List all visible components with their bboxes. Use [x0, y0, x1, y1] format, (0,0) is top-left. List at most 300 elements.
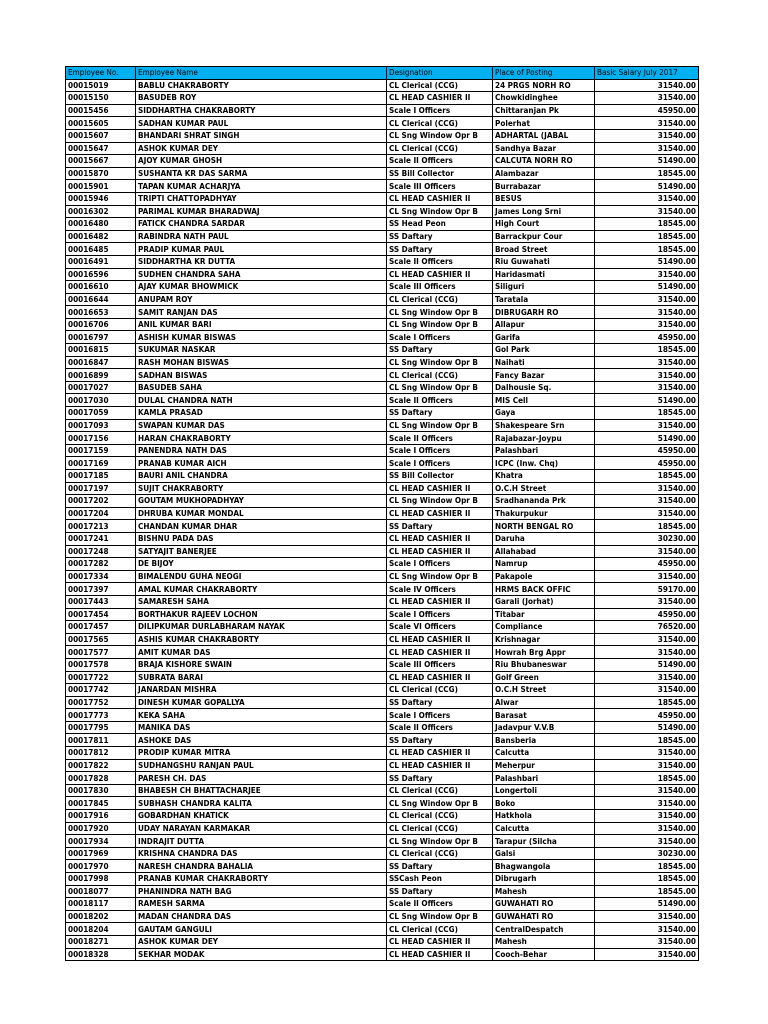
table-row [66, 255, 699, 268]
basic-salary-cell: 31540.00 [595, 646, 699, 659]
designation-cell: SS Head Peon [387, 218, 493, 231]
designation-cell: Scale II Officers [387, 394, 493, 407]
table-row [66, 79, 699, 92]
header-employee-no: Employee No. [66, 67, 136, 80]
designation-cell: CL Sng Window Opr B [387, 797, 493, 810]
table-row [66, 432, 699, 445]
employee-name-cell: DE BIJOY [136, 558, 387, 571]
table-row [66, 633, 699, 646]
table-row [66, 142, 699, 155]
employee-name-cell: SUKUMAR NASKAR [136, 344, 387, 357]
designation-cell: CL Sng Window Opr B [387, 205, 493, 218]
basic-salary-cell: 31540.00 [595, 595, 699, 608]
employee-name-cell: BHANDARI SHRAT SINGH [136, 129, 387, 142]
employee-no-cell: 00015870 [66, 167, 136, 180]
basic-salary-cell: 45950.00 [595, 558, 699, 571]
designation-cell: CL Sng Window Opr B [387, 910, 493, 923]
basic-salary-cell: 31540.00 [595, 507, 699, 520]
employee-name-cell: RABINDRA NATH PAUL [136, 230, 387, 243]
table-row [66, 709, 699, 722]
employee-no-cell: 00017970 [66, 860, 136, 873]
place-of-posting-cell: GUWAHATI RO [493, 910, 595, 923]
place-of-posting-cell: Krishnagar [493, 633, 595, 646]
employee-no-cell: 00017334 [66, 570, 136, 583]
basic-salary-cell: 45950.00 [595, 608, 699, 621]
basic-salary-cell: 31540.00 [595, 784, 699, 797]
place-of-posting-cell: Polerhat [493, 117, 595, 130]
employee-name-cell: ASHOK KUMAR DEY [136, 142, 387, 155]
employee-name-cell: SUBRATA BARAI [136, 671, 387, 684]
designation-cell: CL Clerical (CCG) [387, 117, 493, 130]
basic-salary-cell: 18545.00 [595, 860, 699, 873]
basic-salary-cell: 30230.00 [595, 847, 699, 860]
designation-cell: CL Clerical (CCG) [387, 369, 493, 382]
basic-salary-cell: 31540.00 [595, 835, 699, 848]
place-of-posting-cell: High Court [493, 218, 595, 231]
employee-no-cell: 00015150 [66, 92, 136, 105]
designation-cell: CL HEAD CASHIER II [387, 92, 493, 105]
employee-no-cell: 00018202 [66, 910, 136, 923]
designation-cell: Scale I Officers [387, 608, 493, 621]
place-of-posting-cell: Sradhananda Prk [493, 495, 595, 508]
designation-cell: CL Sng Window Opr B [387, 318, 493, 331]
employee-name-cell: BISHNU PADA DAS [136, 532, 387, 545]
table-row [66, 810, 699, 823]
designation-cell: SS Daftary [387, 696, 493, 709]
place-of-posting-cell: MIS Cell [493, 394, 595, 407]
place-of-posting-cell: Golf Green [493, 671, 595, 684]
table-row [66, 772, 699, 785]
employee-name-cell: PHANINDRA NATH BAG [136, 885, 387, 898]
place-of-posting-cell: HRMS BACK OFFIC [493, 583, 595, 596]
table-row [66, 873, 699, 886]
basic-salary-cell: 45950.00 [595, 331, 699, 344]
employee-name-cell: BORTHAKUR RAJEEV LOCHON [136, 608, 387, 621]
header-place-of-posting: Place of Posting [493, 67, 595, 80]
employee-no-cell: 00015647 [66, 142, 136, 155]
designation-cell: Scale II Officers [387, 432, 493, 445]
employee-no-cell: 00017773 [66, 709, 136, 722]
designation-cell: CL HEAD CASHIER II [387, 633, 493, 646]
designation-cell: CL Clerical (CCG) [387, 142, 493, 155]
place-of-posting-cell: Naihati [493, 356, 595, 369]
place-of-posting-cell: Calcutta [493, 747, 595, 760]
designation-cell: CL Clerical (CCG) [387, 784, 493, 797]
employee-name-cell: SUDHEN CHANDRA SAHA [136, 268, 387, 281]
designation-cell: CL Sng Window Opr B [387, 835, 493, 848]
place-of-posting-cell: CentralDespatch [493, 923, 595, 936]
place-of-posting-cell: Broad Street [493, 243, 595, 256]
header-basic-salary: Basic Salary July 2017 [595, 67, 699, 80]
basic-salary-cell: 31540.00 [595, 495, 699, 508]
employee-name-cell: BASUDEB ROY [136, 92, 387, 105]
designation-cell: CL Clerical (CCG) [387, 847, 493, 860]
designation-cell: SS Daftary [387, 520, 493, 533]
place-of-posting-cell: BESUS [493, 192, 595, 205]
designation-cell: Scale II Officers [387, 155, 493, 168]
place-of-posting-cell: Gol Park [493, 344, 595, 357]
basic-salary-cell: 51490.00 [595, 180, 699, 193]
place-of-posting-cell: Riu Bhubaneswar [493, 658, 595, 671]
table-row [66, 948, 699, 961]
table-row [66, 444, 699, 457]
designation-cell: SS Daftary [387, 734, 493, 747]
basic-salary-cell: 31540.00 [595, 759, 699, 772]
place-of-posting-cell: GUWAHATI RO [493, 898, 595, 911]
employee-name-cell: GAUTAM GANGULI [136, 923, 387, 936]
designation-cell: CL HEAD CASHIER II [387, 671, 493, 684]
employee-name-cell: RASH MOHAN BISWAS [136, 356, 387, 369]
table-row [66, 230, 699, 243]
employee-name-cell: AJOY KUMAR GHOSH [136, 155, 387, 168]
employee-no-cell: 00017828 [66, 772, 136, 785]
place-of-posting-cell: Palashbari [493, 444, 595, 457]
basic-salary-cell: 30230.00 [595, 532, 699, 545]
basic-salary-cell: 31540.00 [595, 482, 699, 495]
table-row [66, 218, 699, 231]
designation-cell: Scale I Officers [387, 558, 493, 571]
designation-cell: CL Clerical (CCG) [387, 810, 493, 823]
employee-name-cell: SUSHANTA KR DAS SARMA [136, 167, 387, 180]
table-row [66, 545, 699, 558]
employee-name-cell: SIDDHARTHA KR DUTTA [136, 255, 387, 268]
designation-cell: CL HEAD CASHIER II [387, 747, 493, 760]
place-of-posting-cell: Rajabazar-Joypu [493, 432, 595, 445]
table-row [66, 608, 699, 621]
designation-cell: SS Daftary [387, 344, 493, 357]
employee-no-cell: 00017282 [66, 558, 136, 571]
employee-no-cell: 00016485 [66, 243, 136, 256]
designation-cell: CL HEAD CASHIER II [387, 595, 493, 608]
employee-name-cell: KEKA SAHA [136, 709, 387, 722]
employee-name-cell: DILIPKUMAR DURLABHARAM NAYAK [136, 621, 387, 634]
designation-cell: SS Daftary [387, 230, 493, 243]
employee-no-cell: 00016797 [66, 331, 136, 344]
basic-salary-cell: 18545.00 [595, 772, 699, 785]
employee-name-cell: AMAL KUMAR CHAKRABORTY [136, 583, 387, 596]
place-of-posting-cell: O.C.H Street [493, 482, 595, 495]
employee-name-cell: GOBARDHAN KHATICK [136, 810, 387, 823]
basic-salary-cell: 31540.00 [595, 117, 699, 130]
employee-name-cell: ASHIS KUMAR CHAKRABORTY [136, 633, 387, 646]
designation-cell: CL Sng Window Opr B [387, 381, 493, 394]
employee-name-cell: BHABESH CH BHATTACHARJEE [136, 784, 387, 797]
employee-no-cell: 00017185 [66, 470, 136, 483]
table-row [66, 734, 699, 747]
basic-salary-cell: 31540.00 [595, 822, 699, 835]
designation-cell: CL Sng Window Opr B [387, 419, 493, 432]
basic-salary-cell: 51490.00 [595, 155, 699, 168]
employee-name-cell: ASHOKE DAS [136, 734, 387, 747]
table-row [66, 167, 699, 180]
place-of-posting-cell: Howrah Brg Appr [493, 646, 595, 659]
basic-salary-cell: 18545.00 [595, 696, 699, 709]
table-row [66, 318, 699, 331]
employee-no-cell: 00016491 [66, 255, 136, 268]
employee-no-cell: 00017059 [66, 407, 136, 420]
place-of-posting-cell: Titabar [493, 608, 595, 621]
table-row [66, 243, 699, 256]
place-of-posting-cell: Chittaranjan Pk [493, 104, 595, 117]
employee-name-cell: SEKHAR MODAK [136, 948, 387, 961]
designation-cell: CL HEAD CASHIER II [387, 532, 493, 545]
employee-no-cell: 00017812 [66, 747, 136, 760]
employee-no-cell: 00017443 [66, 595, 136, 608]
designation-cell: CL Sng Window Opr B [387, 129, 493, 142]
basic-salary-cell: 45950.00 [595, 457, 699, 470]
basic-salary-cell: 51490.00 [595, 432, 699, 445]
place-of-posting-cell: James Long Srni [493, 205, 595, 218]
basic-salary-cell: 18545.00 [595, 734, 699, 747]
designation-cell: SS Daftary [387, 885, 493, 898]
designation-cell: CL Sng Window Opr B [387, 570, 493, 583]
designation-cell: CL Clerical (CCG) [387, 293, 493, 306]
place-of-posting-cell: Namrup [493, 558, 595, 571]
designation-cell: CL Sng Window Opr B [387, 306, 493, 319]
basic-salary-cell: 31540.00 [595, 935, 699, 948]
employee-name-cell: PRANAB KUMAR CHAKRABORTY [136, 873, 387, 886]
table-row [66, 747, 699, 760]
table-row [66, 356, 699, 369]
designation-cell: Scale VI Officers [387, 621, 493, 634]
employee-name-cell: SADHAN BISWAS [136, 369, 387, 382]
designation-cell: Scale I Officers [387, 709, 493, 722]
employee-no-cell: 00017916 [66, 810, 136, 823]
employee-no-cell: 00016653 [66, 306, 136, 319]
basic-salary-cell: 18545.00 [595, 520, 699, 533]
place-of-posting-cell: Alambazar [493, 167, 595, 180]
employee-name-cell: ASHISH KUMAR BISWAS [136, 331, 387, 344]
place-of-posting-cell: CALCUTA NORH RO [493, 155, 595, 168]
basic-salary-cell: 18545.00 [595, 873, 699, 886]
basic-salary-cell: 31540.00 [595, 671, 699, 684]
basic-salary-cell: 31540.00 [595, 570, 699, 583]
employee-name-cell: UDAY NARAYAN KARMAKAR [136, 822, 387, 835]
designation-cell: CL HEAD CASHIER II [387, 935, 493, 948]
employee-no-cell: 00015605 [66, 117, 136, 130]
place-of-posting-cell: Boko [493, 797, 595, 810]
basic-salary-cell: 31540.00 [595, 369, 699, 382]
place-of-posting-cell: Jadavpur V.V.B [493, 721, 595, 734]
employee-no-cell: 00016480 [66, 218, 136, 231]
employee-no-cell: 00016596 [66, 268, 136, 281]
employee-no-cell: 00017845 [66, 797, 136, 810]
employee-name-cell: SAMARESH SAHA [136, 595, 387, 608]
table-row [66, 205, 699, 218]
basic-salary-cell: 31540.00 [595, 318, 699, 331]
place-of-posting-cell: Taratala [493, 293, 595, 306]
designation-cell: SS Bill Collector [387, 167, 493, 180]
employee-no-cell: 00017969 [66, 847, 136, 860]
employee-no-cell: 00018271 [66, 935, 136, 948]
place-of-posting-cell: Riu Guwahati [493, 255, 595, 268]
basic-salary-cell: 31540.00 [595, 923, 699, 936]
basic-salary-cell: 31540.00 [595, 142, 699, 155]
employee-name-cell: KAMLA PRASAD [136, 407, 387, 420]
place-of-posting-cell: Allahabad [493, 545, 595, 558]
employee-no-cell: 00017202 [66, 495, 136, 508]
place-of-posting-cell: Mahesh [493, 885, 595, 898]
table-row [66, 344, 699, 357]
place-of-posting-cell: Garali (Jorhat) [493, 595, 595, 608]
table-row [66, 293, 699, 306]
table-row [66, 885, 699, 898]
employee-no-cell: 00015901 [66, 180, 136, 193]
employee-no-cell: 00017830 [66, 784, 136, 797]
designation-cell: CL Sng Window Opr B [387, 356, 493, 369]
table-row [66, 407, 699, 420]
place-of-posting-cell: Bansberia [493, 734, 595, 747]
designation-cell: SS Daftary [387, 772, 493, 785]
employee-no-cell: 00016644 [66, 293, 136, 306]
basic-salary-cell: 18545.00 [595, 167, 699, 180]
table-row [66, 381, 699, 394]
basic-salary-cell: 51490.00 [595, 658, 699, 671]
place-of-posting-cell: Shakespeare Srn [493, 419, 595, 432]
employee-no-cell: 00017742 [66, 684, 136, 697]
table-row [66, 129, 699, 142]
employee-no-cell: 00017920 [66, 822, 136, 835]
basic-salary-cell: 31540.00 [595, 797, 699, 810]
employee-no-cell: 00017156 [66, 432, 136, 445]
designation-cell: CL HEAD CASHIER II [387, 482, 493, 495]
basic-salary-cell: 76520.00 [595, 621, 699, 634]
table-row [66, 117, 699, 130]
basic-salary-cell: 45950.00 [595, 104, 699, 117]
designation-cell: Scale I Officers [387, 444, 493, 457]
employee-no-cell: 00018117 [66, 898, 136, 911]
designation-cell: Scale III Officers [387, 180, 493, 193]
designation-cell: CL HEAD CASHIER II [387, 507, 493, 520]
designation-cell: CL HEAD CASHIER II [387, 759, 493, 772]
place-of-posting-cell: Thakurpukur [493, 507, 595, 520]
employee-name-cell: DHRUBA KUMAR MONDAL [136, 507, 387, 520]
employee-name-cell: MADAN CHANDRA DAS [136, 910, 387, 923]
table-row [66, 835, 699, 848]
table-row [66, 684, 699, 697]
place-of-posting-cell: Haridasmati [493, 268, 595, 281]
employee-name-cell: SWAPAN KUMAR DAS [136, 419, 387, 432]
employee-no-cell: 00017159 [66, 444, 136, 457]
employee-no-cell: 00017454 [66, 608, 136, 621]
table-row [66, 583, 699, 596]
employee-name-cell: HARAN CHAKRABORTY [136, 432, 387, 445]
employee-name-cell: INDRAJIT DUTTA [136, 835, 387, 848]
employee-name-cell: SUBHASH CHANDRA KALITA [136, 797, 387, 810]
place-of-posting-cell: Allapur [493, 318, 595, 331]
employee-name-cell: CHANDAN KUMAR DHAR [136, 520, 387, 533]
designation-cell: Scale III Officers [387, 281, 493, 294]
table-row [66, 482, 699, 495]
employee-no-cell: 00015456 [66, 104, 136, 117]
place-of-posting-cell: Sandhya Bazar [493, 142, 595, 155]
basic-salary-cell: 51490.00 [595, 394, 699, 407]
place-of-posting-cell: Alwar [493, 696, 595, 709]
table-row [66, 507, 699, 520]
designation-cell: SS Bill Collector [387, 470, 493, 483]
employee-no-cell: 00017934 [66, 835, 136, 848]
employee-no-cell: 00017565 [66, 633, 136, 646]
employee-no-cell: 00017457 [66, 621, 136, 634]
employee-name-cell: ANUPAM ROY [136, 293, 387, 306]
place-of-posting-cell: Meherpur [493, 759, 595, 772]
table-row [66, 658, 699, 671]
table-row [66, 935, 699, 948]
employee-no-cell: 00017998 [66, 873, 136, 886]
table-row [66, 797, 699, 810]
header-employee-name: Employee Name [136, 67, 387, 80]
employee-name-cell: FATICK CHANDRA SARDAR [136, 218, 387, 231]
basic-salary-cell: 59170.00 [595, 583, 699, 596]
designation-cell: SS Daftary [387, 407, 493, 420]
employee-name-cell: TRIPTI CHATTOPADHYAY [136, 192, 387, 205]
place-of-posting-cell: Barrackpur Cour [493, 230, 595, 243]
place-of-posting-cell: Daruha [493, 532, 595, 545]
designation-cell: SSCash Peon [387, 873, 493, 886]
place-of-posting-cell: ADHARTAL (JABAL [493, 129, 595, 142]
table-row [66, 860, 699, 873]
employee-no-cell: 00016815 [66, 344, 136, 357]
basic-salary-cell: 51490.00 [595, 898, 699, 911]
designation-cell: Scale IV Officers [387, 583, 493, 596]
employee-no-cell: 00018328 [66, 948, 136, 961]
table-row [66, 306, 699, 319]
header-row [66, 67, 699, 80]
basic-salary-cell: 31540.00 [595, 306, 699, 319]
table-row [66, 923, 699, 936]
designation-cell: CL Clerical (CCG) [387, 822, 493, 835]
basic-salary-cell: 31540.00 [595, 747, 699, 760]
employee-no-cell: 00017241 [66, 532, 136, 545]
table-row [66, 570, 699, 583]
employee-name-cell: ANIL KUMAR BARI [136, 318, 387, 331]
designation-cell: Scale III Officers [387, 658, 493, 671]
place-of-posting-cell: Garifa [493, 331, 595, 344]
designation-cell: CL Clerical (CCG) [387, 923, 493, 936]
employee-no-cell: 00016302 [66, 205, 136, 218]
basic-salary-cell: 31540.00 [595, 381, 699, 394]
table-row [66, 595, 699, 608]
employee-no-cell: 00018204 [66, 923, 136, 936]
designation-cell: SS Daftary [387, 860, 493, 873]
employee-name-cell: GOUTAM MUKHOPADHYAY [136, 495, 387, 508]
employee-name-cell: SUJIT CHAKRABORTY [136, 482, 387, 495]
basic-salary-cell: 45950.00 [595, 444, 699, 457]
basic-salary-cell: 18545.00 [595, 243, 699, 256]
place-of-posting-cell: Longertoli [493, 784, 595, 797]
employee-name-cell: MANIKA DAS [136, 721, 387, 734]
employee-no-cell: 00017030 [66, 394, 136, 407]
table-row [66, 558, 699, 571]
employee-name-cell: JANARDAN MISHRA [136, 684, 387, 697]
table-row [66, 759, 699, 772]
basic-salary-cell: 31540.00 [595, 545, 699, 558]
employee-no-cell: 00017722 [66, 671, 136, 684]
designation-cell: Scale I Officers [387, 104, 493, 117]
employee-name-cell: SADHAN KUMAR PAUL [136, 117, 387, 130]
employee-no-cell: 00015667 [66, 155, 136, 168]
designation-cell: CL HEAD CASHIER II [387, 948, 493, 961]
place-of-posting-cell: Mahesh [493, 935, 595, 948]
basic-salary-cell: 18545.00 [595, 407, 699, 420]
table-row [66, 784, 699, 797]
table-row [66, 394, 699, 407]
place-of-posting-cell: Pakapole [493, 570, 595, 583]
place-of-posting-cell: Cooch-Behar [493, 948, 595, 961]
employee-no-cell: 00016610 [66, 281, 136, 294]
basic-salary-cell: 51490.00 [595, 255, 699, 268]
place-of-posting-cell: DIBRUGARH RO [493, 306, 595, 319]
